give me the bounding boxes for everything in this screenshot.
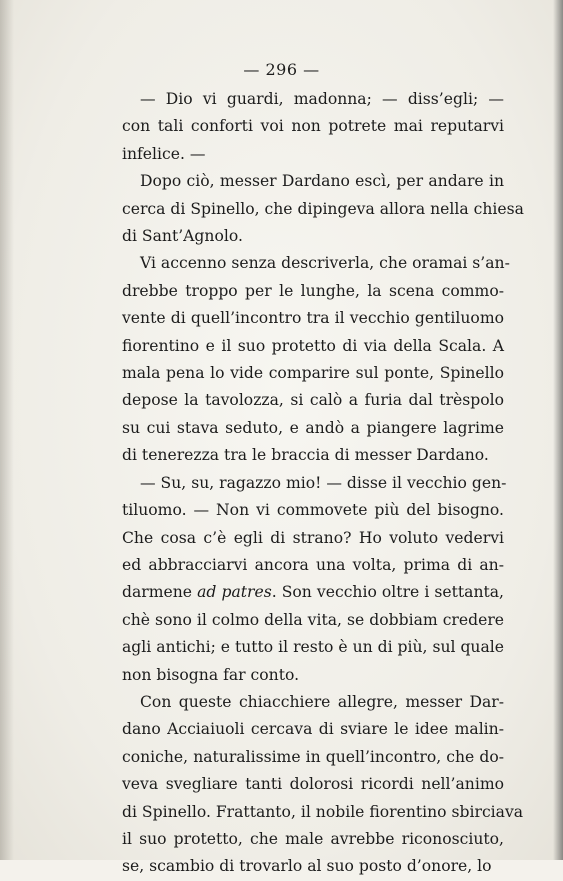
text-line: ed abbracciarvi ancora una volta, prima di an- (122, 555, 504, 574)
text-line: drebbe troppo per le lunghe, la scena commo- (122, 281, 504, 300)
page-number: — 296 — (243, 60, 320, 79)
text-line: Dopo ciò, messer Dardano escì, per andare in (140, 172, 504, 191)
text-line: veva svegliare tanti dolorosi ricordi nell’animo (122, 775, 504, 794)
text-line: infelice. — (122, 144, 206, 163)
italic-text: ad patres (197, 583, 272, 602)
text-line: tiluomo. — Non vi commovete più del bisogno. (122, 501, 504, 520)
body-text (122, 86, 524, 881)
text-line: mala pena lo vide comparire sul ponte, Spinello (122, 364, 504, 383)
paragraph (122, 689, 524, 881)
text-line: non bisogna far conto. (122, 665, 300, 684)
text-line: coniche, naturalissime in quell’incontro, che do- (122, 747, 504, 766)
paragraph (122, 168, 524, 250)
text-line: agli antichi; e tutto il resto è un di più, sul quale (122, 638, 504, 657)
text-line: dano Acciaiuoli cercava di sviare le idee malin- (122, 720, 504, 739)
text-line: — Dio vi guardi, madonna; — diss’egli; — (140, 90, 504, 108)
page-edge-shadow (553, 0, 563, 860)
text-line: Vi accenno senza descriverla, che oramai s’an- (140, 254, 510, 273)
text-line: fiorentino e il suo protetto di via della Scala. A (122, 336, 504, 355)
text-line: su cui stava seduto, e andò a piangere lagrime (122, 418, 504, 437)
paragraph (122, 470, 507, 689)
text-line: darmene ad patres. Son vecchio oltre i settanta, (122, 583, 505, 602)
text-line: — Su, su, ragazzo mio! — disse il vecchio gen- (140, 473, 507, 492)
paragraph (122, 86, 504, 168)
text-line: di Spinello. Frattanto, il nobile fiorentino sbirciava (122, 802, 524, 821)
text-line: depose la tavolozza, si calò a furia dal trèspolo (122, 391, 504, 410)
text-line: Che cosa c’è egli di strano? Ho voluto vedervi (122, 528, 504, 547)
text-line: se, scambio di trovarlo al suo posto d’onore, lo (122, 857, 492, 876)
text-line: il suo protetto, che male avrebbe riconosciuto, (122, 829, 504, 848)
paragraph (122, 250, 510, 469)
spine-shadow (0, 0, 14, 860)
text-line: chè sono il colmo della vita, se dobbiam credere (122, 610, 504, 629)
text-line: di tenerezza tra le braccia di messer Dardano. (122, 446, 489, 465)
text-line: di Sant’Agnolo. (122, 227, 243, 246)
text-line: Con queste chiacchiere allegre, messer Dar- (140, 692, 504, 711)
text-line: vente di quell’incontro tra il vecchio gentiluomo (122, 309, 504, 328)
text-line: con tali conforti voi non potrete mai reputarvi (122, 117, 504, 136)
text-line: cerca di Spinello, che dipingeva allora nella chiesa (122, 199, 524, 218)
